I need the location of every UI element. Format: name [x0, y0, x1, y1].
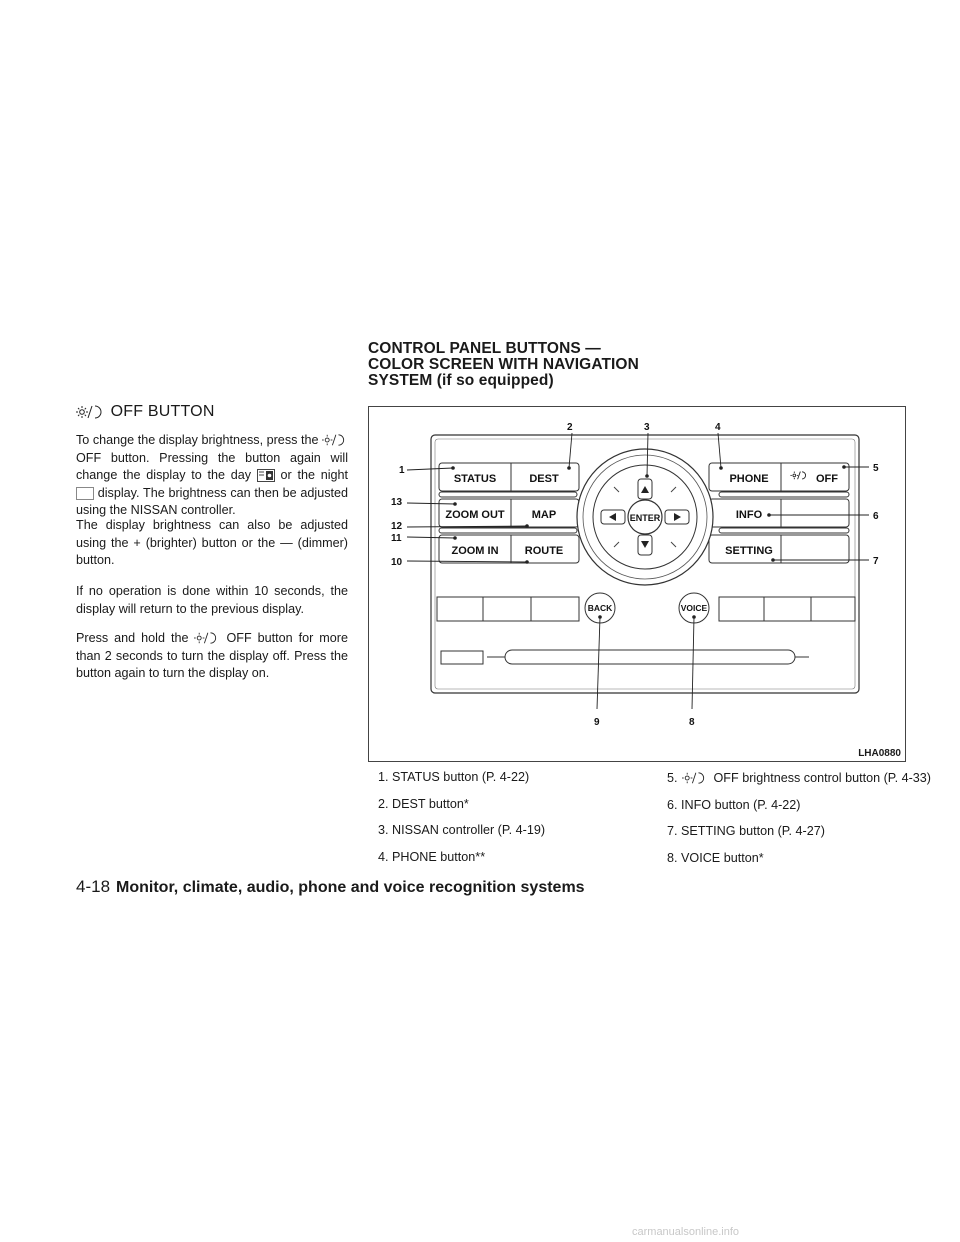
callout-8: 8 [689, 717, 695, 728]
voice-label: VOICE [680, 603, 708, 613]
callout-10: 10 [391, 557, 403, 568]
callout-1: 1 [399, 465, 405, 476]
p4-text-a: Press and hold the [76, 631, 189, 645]
heading-line-2: COLOR SCREEN WITH NAVIGATION [368, 356, 639, 373]
right-row2-frame [709, 499, 849, 527]
enter-label: ENTER [629, 513, 661, 523]
heading-line-3: SYSTEM (if so equipped) [368, 372, 554, 389]
p1-text-b: OFF button. Pressing the button again will change the display to the day [76, 450, 348, 482]
caption-column-left [378, 769, 628, 875]
callout-3: 3 [644, 422, 650, 433]
paragraph-press-hold [76, 630, 348, 683]
caption-5-text: OFF brightness control button (P. 4-33) [713, 771, 931, 785]
p4-text-b: OFF button for more than 2 seconds to turn the display off. Press the button again to turn the display on. [76, 631, 348, 680]
small-slot [441, 651, 483, 664]
off-button-label[interactable]: OFF [816, 473, 838, 485]
back-label: BACK [587, 603, 613, 613]
off-button-heading [76, 403, 215, 421]
brightness-sun-moon-icon [682, 771, 708, 785]
right-preset-strip [719, 597, 855, 621]
rail-3 [719, 492, 849, 497]
nissan-controller[interactable] [577, 449, 713, 585]
day-display-icon [257, 469, 275, 482]
rail-4 [719, 528, 849, 533]
callout-11: 11 [391, 533, 402, 544]
callout-7: 7 [873, 556, 879, 567]
callout-12: 12 [391, 521, 403, 532]
paragraph-adjust-buttons: The display brightness can also be adjusted using the + (brighter) button or the — (dimmer) button. [76, 518, 348, 567]
page-footer [76, 877, 585, 897]
caption-2: 2. DEST button* [378, 796, 469, 811]
callout-9: 9 [594, 717, 600, 728]
callout-4: 4 [715, 422, 721, 433]
info-button[interactable]: INFO [735, 509, 763, 521]
caption-6: 6. INFO button (P. 4-22) [667, 797, 801, 812]
night-display-icon [76, 487, 94, 500]
figure-code: LHA0880 [858, 748, 901, 759]
watermark: carmanualsonline.info [632, 1226, 740, 1238]
p1-text-c: or the night [280, 468, 349, 482]
brightness-sun-moon-icon [76, 404, 106, 420]
heading-text: OFF BUTTON [110, 403, 215, 420]
rail-1 [439, 492, 577, 497]
setting-button[interactable]: SETTING [725, 545, 773, 557]
brightness-sun-moon-icon [194, 631, 220, 645]
page-number: 4-18 [76, 877, 111, 896]
map-button[interactable]: MAP [531, 509, 557, 521]
zoom-in-button[interactable]: ZOOM IN [451, 545, 499, 557]
caption-column-right [667, 770, 935, 876]
caption-5-num: 5. [667, 771, 678, 785]
p1-text-a: To change the display brightness, press the [76, 433, 319, 447]
footer-title: Monitor, climate, audio, phone and voice recognition systems [116, 879, 585, 896]
caption-7: 7. SETTING button (P. 4-27) [667, 824, 825, 838]
brightness-sun-moon-icon [322, 433, 348, 447]
heading-line-1: CONTROL PANEL BUTTONS — [368, 340, 601, 357]
paragraph-timeout: If no operation is done within 10 seconds, the display will return to the previous display. [76, 584, 348, 616]
callout-6: 6 [873, 511, 879, 522]
zoom-out-button[interactable]: ZOOM OUT [445, 509, 505, 521]
rail-2 [439, 528, 577, 533]
control-panel-diagram [369, 407, 905, 761]
caption-4: 4. PHONE button** [378, 849, 486, 864]
status-button[interactable]: STATUS [453, 473, 497, 485]
dest-button[interactable]: DEST [529, 473, 559, 485]
cd-slot [505, 650, 795, 664]
callout-5: 5 [873, 463, 879, 474]
caption-3: 3. NISSAN controller (P. 4-19) [378, 823, 546, 837]
route-button[interactable]: ROUTE [524, 545, 564, 557]
caption-5 [667, 770, 935, 788]
callout-2: 2 [567, 422, 573, 433]
left-preset-strip [437, 597, 579, 621]
caption-1: 1. STATUS button (P. 4-22) [378, 770, 530, 784]
p1-text-d: display. The brightness can then be adjusted using the NISSAN controller. [76, 485, 348, 517]
phone-button[interactable]: PHONE [729, 473, 769, 485]
control-panel-heading [368, 341, 639, 389]
control-panel-figure [368, 406, 906, 762]
caption-8: 8. VOICE button* [667, 850, 764, 865]
callout-13: 13 [391, 497, 403, 508]
paragraph-change-brightness [76, 432, 348, 520]
